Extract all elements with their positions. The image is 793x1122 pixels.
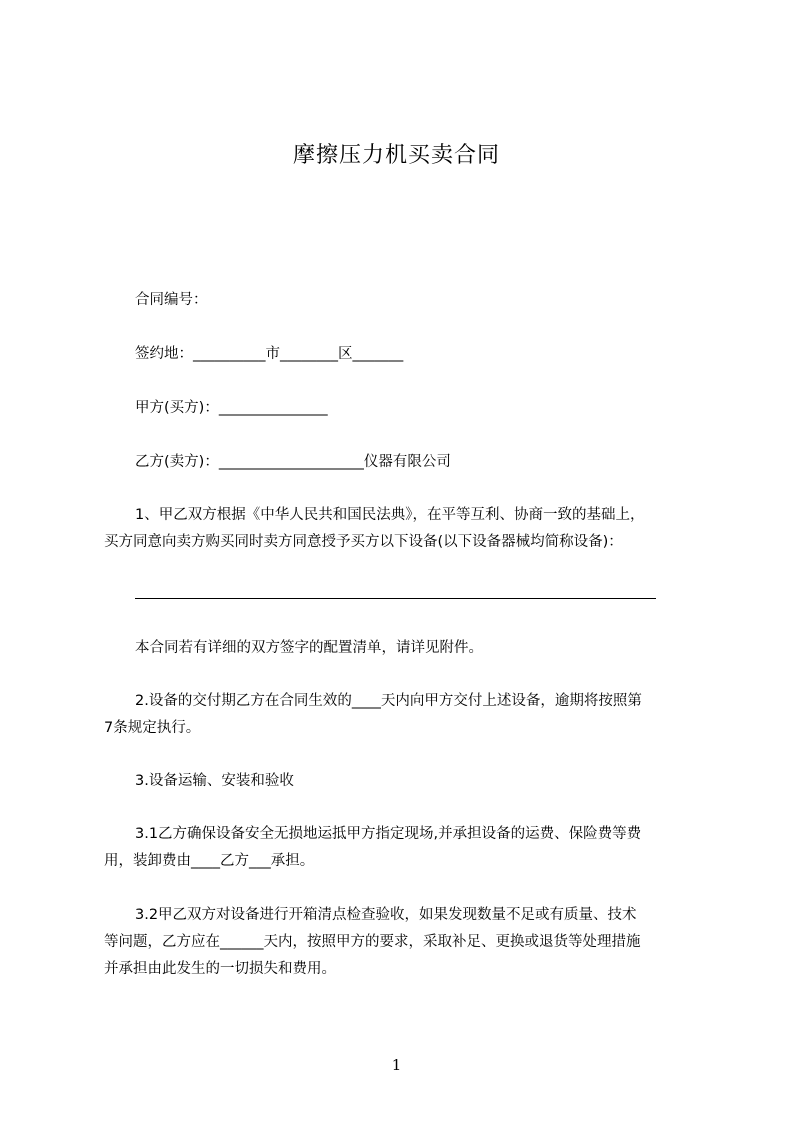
clause-3-2-line-2: 等问题，乙方应在______天内，按照甲方的要求，采取补足、更换或退货等处理措施 xyxy=(104,934,641,950)
clause-3-1-line-2: 用，装卸费由____乙方___承担。 xyxy=(104,853,315,869)
party-a-line: 甲方(买方)：_______________ xyxy=(135,400,328,416)
contract-number-label: 合同编号： xyxy=(135,292,208,308)
attachment-note: 本合同若有详细的双方签字的配置清单，请详见附件。 xyxy=(135,640,483,656)
signing-place-line: 签约地：__________市________区_______ xyxy=(135,346,404,362)
clause-2-line-1: 2.设备的交付期乙方在合同生效的____天内向甲方交付上述设备，逾期将按照第 xyxy=(135,693,642,709)
clause-3-1-line-1: 3.1乙方确保设备安全无损地运抵甲方指定现场,并承担设备的运费、保险费等费 xyxy=(135,826,642,842)
page-number: 1 xyxy=(391,1056,402,1074)
clause-3-heading: 3.设备运输、安装和验收 xyxy=(135,773,294,789)
clause-2-line-2: 7条规定执行。 xyxy=(104,720,201,736)
document-title: 摩擦压力机买卖合同 xyxy=(292,143,500,168)
equipment-blank-rule xyxy=(135,598,656,599)
clause-1-line-1: 1、甲乙双方根据《中华人民共和国民法典》，在平等互利、协商一致的基础上， xyxy=(135,507,645,523)
clause-3-2-line-1: 3.2甲乙双方对设备进行开箱清点检查验收，如果发现数量不足或有质量、技术 xyxy=(135,907,637,923)
clause-3-2-line-3: 并承担由此发生的一切损失和费用。 xyxy=(104,961,336,977)
clause-1-line-2: 买方同意向卖方购买同时卖方同意授予买方以下设备(以下设备器械均简称设备)： xyxy=(104,534,623,550)
party-b-line: 乙方(卖方)：____________________仪器有限公司 xyxy=(135,454,451,470)
